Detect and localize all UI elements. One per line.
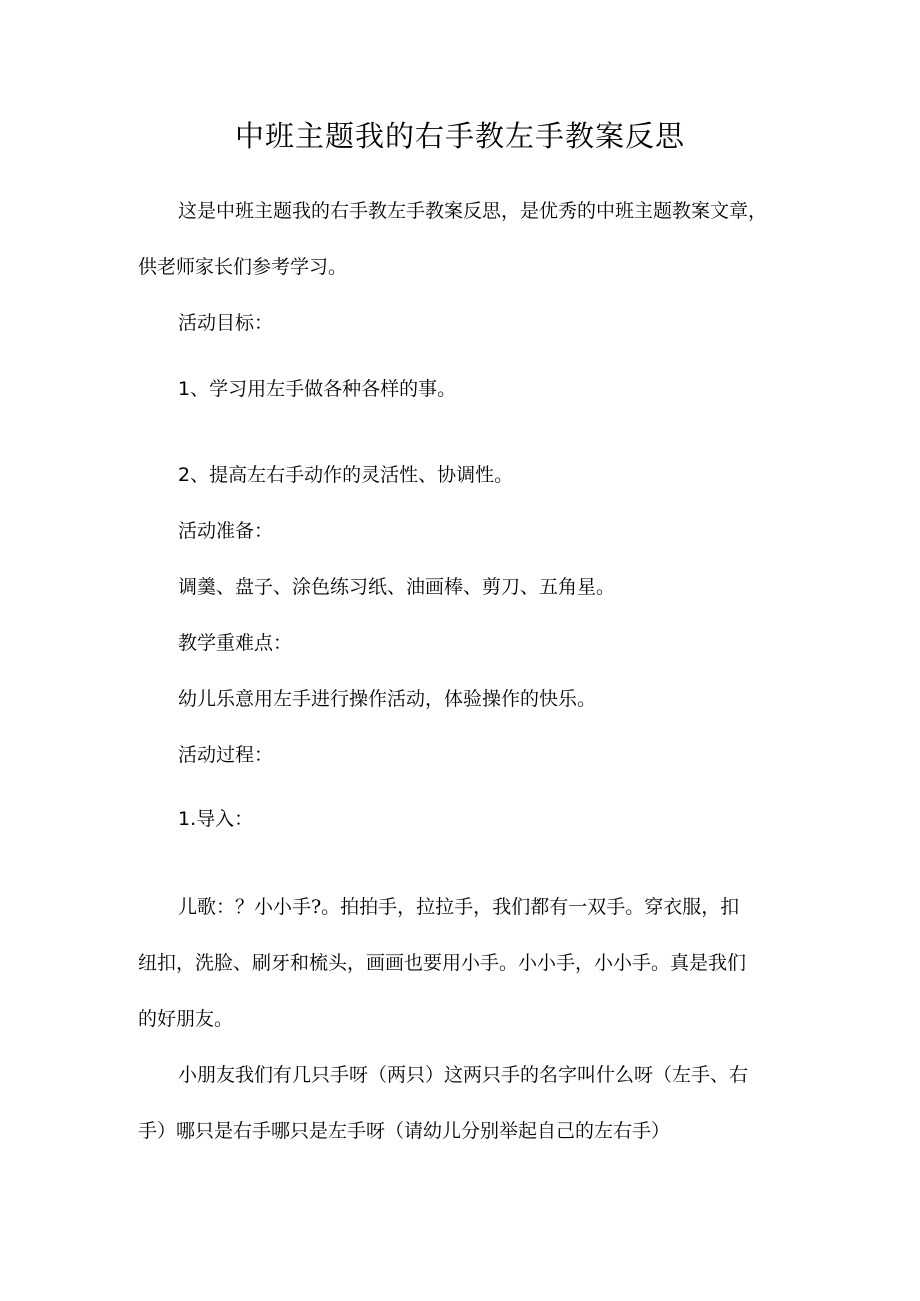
document-title: 中班主题我的右手教左手教案反思 [234, 119, 685, 153]
question-line-1: 小朋友我们有几只手呀（两只）这两只手的名字叫什么呀（左手、右 [178, 1064, 749, 1086]
goal-item-1 [178, 375, 456, 403]
goals-heading: 活动目标： [178, 312, 274, 334]
preparation-heading: 活动准备： [178, 520, 274, 542]
process-step-1 [178, 805, 253, 833]
key-points-heading: 教学重难点： [178, 632, 293, 654]
goal-item-2 [178, 461, 513, 489]
process-heading: 活动过程： [178, 744, 274, 766]
goal-item-2-number: 2、 [178, 464, 210, 486]
key-points-text: 幼儿乐意用左手进行操作活动，体验操作的快乐。 [178, 688, 597, 710]
goal-item-2-text: 提高左右手动作的灵活性、协调性。 [209, 464, 514, 486]
intro-line-2: 供老师家长们参考学习。 [138, 256, 348, 278]
question-line-2: 手）哪只是右手哪只是左手呀（请幼儿分别举起自己的左右手） [138, 1120, 671, 1142]
song-line-2: 纽扣，洗脸、刷牙和梳头，画画也要用小手。小小手，小小手。真是我们 [138, 952, 747, 974]
process-step-1-text: 导入： [196, 808, 254, 830]
preparation-text: 调羹、盘子、涂色练习纸、油画棒、剪刀、五角星。 [178, 576, 616, 598]
goal-item-1-number: 1、 [178, 378, 210, 400]
intro-line-1: 这是中班主题我的右手教左手教案反思，是优秀的中班主题教案文章， [178, 200, 768, 222]
process-step-1-number: 1. [178, 808, 197, 830]
goal-item-1-text: 学习用左手做各种各样的事。 [209, 378, 457, 400]
song-line-1: 儿歌：？小小手?。拍拍手，拉拉手，我们都有一双手。穿衣服，扣 [178, 896, 740, 918]
song-line-3: 的好朋友。 [138, 1008, 234, 1030]
